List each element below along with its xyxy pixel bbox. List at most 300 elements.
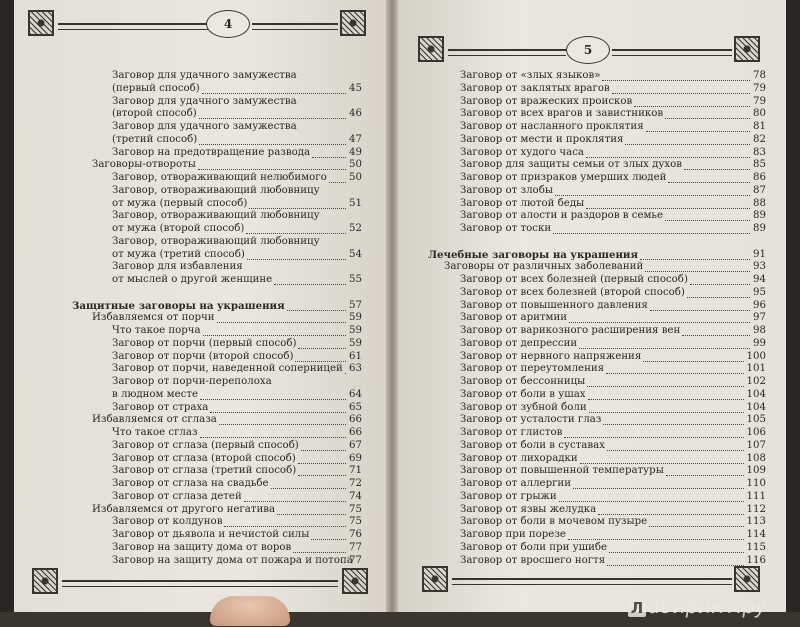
toc-entry — [428, 516, 766, 529]
toc-entry-title: Заговор от язвы желудка — [460, 503, 597, 515]
toc-page-number: 76 — [349, 529, 362, 540]
toc-entry-title: Заговор от порчи-переполоха — [112, 376, 272, 387]
dot-leader — [645, 271, 750, 272]
toc-entry — [72, 465, 362, 478]
dot-leader — [665, 220, 750, 221]
toc-entry — [72, 70, 362, 83]
toc-entry — [72, 440, 362, 453]
toc-entry-title: Заговор от усталости глаз — [460, 414, 602, 426]
toc-page-number: 59 — [349, 337, 362, 349]
dot-leader — [650, 310, 750, 311]
toc-entry-title: Заговор от варикозного расширения вен — [460, 325, 681, 336]
dot-leader — [606, 373, 743, 374]
toc-page-number: 63 — [349, 363, 362, 375]
toc-entry-title: Заговор на защиту дома от воров — [112, 541, 292, 553]
toc-page-number: 59 — [349, 312, 362, 324]
dot-leader — [202, 93, 346, 94]
toc-entry-title: Заговор от заклятых врагов — [460, 82, 610, 94]
toc-page-number: 55 — [349, 274, 362, 285]
toc-page-number: 46 — [349, 108, 362, 120]
ornament-corner-icon — [340, 10, 366, 36]
toc-entry — [72, 363, 362, 376]
dot-leader — [665, 118, 750, 119]
toc-page-number: 66 — [349, 427, 362, 438]
dot-leader — [200, 399, 346, 400]
dot-leader — [298, 475, 346, 476]
toc-page-number: 99 — [753, 337, 766, 349]
toc-entry-title: от мужа (первый способ) — [112, 197, 248, 209]
toc-entry — [72, 198, 362, 211]
toc-page-number: 100 — [746, 350, 766, 362]
toc-entry-title: Заговор от боли в ушах — [460, 388, 586, 400]
toc-entry — [72, 516, 362, 529]
toc-entry — [428, 414, 766, 427]
toc-page-number: 107 — [746, 439, 766, 451]
toc-page-number: 81 — [753, 121, 766, 132]
dot-leader — [553, 233, 750, 234]
toc-entry-title: Заговоры от различных заболеваний — [444, 261, 644, 273]
toc-entry — [428, 147, 766, 160]
labirint-logo-icon: Л — [628, 599, 646, 617]
toc-entry — [72, 427, 362, 440]
dot-leader — [293, 552, 346, 553]
toc-entry-title: Заговор от сглаза (первый способ) — [112, 439, 299, 451]
toc-entry-title: Заговор для удачного замужества — [112, 121, 297, 132]
toc-entry-title: Заговор от дьявола и нечистой силы — [112, 529, 310, 540]
toc-page-number: 94 — [753, 274, 766, 285]
dot-leader — [589, 412, 744, 413]
dot-leader — [224, 526, 346, 527]
toc-entry — [428, 96, 766, 109]
toc-page-number: 80 — [753, 108, 766, 120]
toc-page-number: 61 — [349, 350, 362, 362]
left-header-ornament — [28, 8, 368, 42]
left-footer-ornament — [32, 568, 370, 598]
toc-entry — [428, 300, 766, 313]
toc-entry-title: Заговор от насланного проклятия — [460, 121, 644, 132]
toc-entry — [72, 491, 362, 504]
toc-entry-title: Заговор от нервного напряжения — [460, 350, 642, 362]
dot-leader — [684, 169, 750, 170]
toc-entry — [428, 427, 766, 440]
ornament-corner-icon — [734, 36, 760, 62]
toc-page-number: 51 — [349, 197, 362, 209]
toc-entry — [428, 223, 766, 236]
toc-page-number: 86 — [753, 172, 766, 183]
dot-leader — [564, 437, 743, 438]
toc-page-number: 93 — [753, 261, 766, 273]
dot-leader — [312, 157, 346, 158]
dot-leader — [568, 539, 744, 540]
dot-leader — [249, 208, 346, 209]
dot-leader — [199, 118, 346, 119]
toc-entry-title: Заговоры-отвороты — [92, 159, 196, 171]
toc-entry — [428, 389, 766, 402]
toc-page-number: 78 — [753, 70, 766, 81]
toc-page-number: 113 — [746, 516, 766, 528]
toc-entry — [72, 287, 362, 300]
toc-entry-title: Заговор от всех врагов и завистников — [460, 108, 664, 120]
toc-entry-title: Заговор от всех болезней (второй способ) — [460, 286, 685, 298]
dot-leader — [598, 514, 743, 515]
toc-page-number: 97 — [753, 312, 766, 324]
dot-leader — [612, 93, 750, 94]
toc-entry — [428, 376, 766, 389]
toc-entry — [428, 185, 766, 198]
toc-entry-title: Заговор, отвораживающий любовницу — [112, 235, 320, 247]
toc-entry — [428, 491, 766, 504]
dot-leader — [603, 424, 743, 425]
toc-entry-title: Заговор для удачного замужества — [112, 70, 297, 81]
toc-entry-title: Заговор от повышенной температуры — [460, 465, 664, 477]
toc-page-number: 47 — [349, 133, 362, 145]
toc-page-number: 54 — [349, 248, 362, 260]
toc-page-number: 74 — [349, 490, 362, 502]
toc-entry-title: Заговор от сглаза на свадьбе — [112, 478, 269, 489]
dot-leader — [646, 131, 750, 132]
right-header-ornament — [418, 34, 762, 68]
toc-entry-title: Заговор от призраков умерших людей — [460, 172, 667, 183]
toc-entry — [428, 351, 766, 364]
toc-page-number: 64 — [349, 388, 362, 400]
toc-entry — [72, 108, 362, 121]
toc-entry — [428, 542, 766, 555]
toc-entry-title: Заговор при порезе — [460, 529, 566, 540]
toc-entry-title: Заговор для удачного замужества — [112, 95, 297, 107]
toc-entry-title: Заговор от грыжи — [460, 490, 557, 502]
watermark-text: абиринт.ру — [648, 594, 767, 618]
toc-page-number: 85 — [753, 159, 766, 171]
toc-page-number: 89 — [753, 223, 766, 234]
toc-entry — [72, 236, 362, 249]
dot-leader — [287, 310, 346, 311]
toc-entry — [428, 325, 766, 338]
toc-page-number: 52 — [349, 223, 362, 234]
left-page — [14, 0, 386, 620]
page-number: 4 — [206, 10, 250, 38]
toc-entry-title: Что такое порча — [112, 325, 201, 336]
ornament-corner-icon — [734, 566, 760, 592]
dot-leader — [649, 526, 743, 527]
toc-entry — [428, 159, 766, 172]
dot-leader — [298, 348, 346, 349]
toc-page-number: 106 — [746, 427, 766, 438]
toc-page-number: 79 — [753, 82, 766, 94]
dot-leader — [295, 361, 346, 362]
toc-entry-title: Заговор от переутомления — [460, 363, 605, 375]
toc-entry-title: Заговор от сглаза детей — [112, 490, 242, 502]
toc-entry — [72, 274, 362, 287]
toc-page-number: 72 — [349, 478, 362, 489]
dot-leader — [247, 259, 346, 260]
toc-page-number: 71 — [349, 465, 362, 477]
toc-entry — [72, 134, 362, 147]
toc-entry — [428, 236, 766, 249]
toc-entry-title: Заговор от тоски — [460, 223, 552, 234]
toc-entry-title: Заговор для избавления — [112, 261, 243, 273]
toc-entry — [428, 402, 766, 415]
toc-page-number: 45 — [349, 82, 362, 94]
toc-page-number: 108 — [746, 452, 766, 464]
dot-leader — [580, 463, 744, 464]
dot-leader — [640, 259, 750, 260]
dot-leader — [329, 182, 346, 183]
toc-entry-title: Заговор от лютой беды — [460, 197, 585, 209]
toc-entry — [428, 121, 766, 134]
dot-leader — [586, 157, 750, 158]
toc-page-number: 112 — [746, 503, 766, 515]
toc-entry-title: от мыслей о другой женщине — [112, 274, 273, 285]
toc-entry-title: Заговор от депрессии — [460, 337, 578, 349]
toc-entry — [72, 542, 362, 555]
toc-entry — [72, 159, 362, 172]
dot-leader — [586, 208, 750, 209]
toc-entry-title: Заговор от аллергии — [460, 478, 572, 489]
toc-entry-title: Заговор от бессонницы — [460, 376, 586, 387]
finger — [210, 596, 290, 626]
toc-entry-title: Заговор от страха — [112, 401, 209, 413]
toc-page-number: 115 — [746, 541, 766, 553]
toc-entry — [428, 312, 766, 325]
toc-entry-title: Заговор от аритмии — [460, 312, 568, 324]
toc-entry — [428, 70, 766, 83]
toc-entry — [428, 172, 766, 185]
dot-leader — [199, 144, 346, 145]
toc-entry-title: Заговор от боли в суставах — [460, 439, 605, 451]
toc-page-number: 57 — [349, 299, 362, 311]
toc-entry — [72, 402, 362, 415]
toc-page-number: 102 — [746, 376, 766, 387]
toc-entry — [428, 134, 766, 147]
toc-page-number: 77 — [349, 541, 362, 553]
dot-leader — [573, 488, 744, 489]
toc-entry — [72, 414, 362, 427]
toc-entry-title: Заговор для защиты семьи от злых духов — [460, 159, 683, 171]
dot-leader — [210, 412, 346, 413]
toc-page-number: 95 — [753, 286, 766, 298]
toc-entry-title: Заговор от «злых языков» — [460, 70, 601, 81]
toc-entry-title: Избавляемся от другого негатива — [92, 503, 276, 515]
toc-entry — [428, 274, 766, 287]
toc-page-number: 98 — [753, 325, 766, 336]
toc-page-number: 109 — [746, 465, 766, 477]
dot-leader — [588, 399, 744, 400]
toc-entry-title: от мужа (второй способ) — [112, 223, 245, 234]
dot-leader — [569, 322, 750, 323]
toc-page-number: 96 — [753, 299, 766, 311]
dot-leader — [277, 514, 346, 515]
toc-page-number: 82 — [753, 133, 766, 145]
toc-entry — [72, 338, 362, 351]
dot-leader — [271, 488, 346, 489]
toc-entry-title: от мужа (третий способ) — [112, 248, 245, 260]
dot-leader — [555, 195, 750, 196]
toc-entry-title: Заговор от порчи (первый способ) — [112, 337, 297, 349]
toc-entry — [72, 312, 362, 325]
watermark — [628, 594, 767, 618]
toc-entry — [72, 121, 362, 134]
toc-page-number: 59 — [349, 325, 362, 336]
toc-page-number: 66 — [349, 414, 362, 426]
toc-entry-title: Избавляемся от сглаза — [92, 414, 217, 426]
toc-entry — [428, 83, 766, 96]
toc-page-number: 110 — [746, 478, 766, 489]
toc-entry-title: Заговор от боли в мочевом пузыре — [460, 516, 648, 528]
toc-page-number: 49 — [349, 146, 362, 158]
toc-entry — [72, 529, 362, 542]
dot-leader — [607, 450, 744, 451]
toc-page-number: 50 — [349, 172, 362, 183]
toc-entry — [72, 453, 362, 466]
toc-entry-title: Заговор на предотвращение развода — [112, 146, 311, 158]
toc-entry — [72, 96, 362, 109]
page-number: 5 — [566, 36, 610, 64]
toc-page-number: 87 — [753, 184, 766, 196]
toc-entry-title: Заговор от сглаза (второй способ) — [112, 452, 296, 464]
toc-entry-title: Заговор от зубной боли — [460, 401, 587, 413]
toc-entry — [72, 147, 362, 160]
toc-entry — [428, 529, 766, 542]
toc-entry-title: Заговор от лихорадки — [460, 452, 578, 464]
toc-page-number: 114 — [746, 529, 766, 540]
dot-leader — [246, 233, 346, 234]
toc-page-number: 67 — [349, 439, 362, 451]
toc-entry-title: Заговор от худого часа — [460, 146, 584, 158]
toc-entry — [72, 478, 362, 491]
toc-entry — [428, 338, 766, 351]
toc-page-number: 101 — [746, 363, 766, 375]
toc-page-number: 83 — [753, 146, 766, 158]
dot-leader — [203, 335, 346, 336]
toc-entry-title: (первый способ) — [112, 82, 200, 94]
toc-entry — [72, 210, 362, 223]
toc-page-number: 79 — [753, 95, 766, 107]
toc-page-number: 111 — [746, 490, 766, 502]
toc-entry-title: Заговор от злобы — [460, 184, 553, 196]
toc-entry — [428, 210, 766, 223]
dot-leader — [579, 348, 750, 349]
toc-entry-title: Заговор от глистов — [460, 427, 563, 438]
toc-entry-title: Заговор от алости и раздоров в семье — [460, 210, 663, 222]
toc-entry — [428, 440, 766, 453]
toc-entry-title: Заговор, отвораживающий любовницу — [112, 210, 320, 222]
toc-entry-title: Заговор, отвораживающий любовницу — [112, 184, 320, 196]
toc-entry — [428, 504, 766, 517]
dot-leader — [217, 322, 346, 323]
dot-leader — [200, 437, 347, 438]
toc-page-number: 91 — [753, 248, 766, 260]
toc-entry-title: Заговор на защиту дома от пожара и потопа — [112, 554, 353, 566]
dot-leader — [559, 501, 744, 502]
toc-entry-title: Заговор от сглаза (третий способ) — [112, 465, 297, 477]
toc-page-number: 105 — [746, 414, 766, 426]
toc-entry-title: Заговор от всех болезней (первый способ) — [460, 274, 688, 285]
toc-entry — [72, 389, 362, 402]
toc-entry — [72, 223, 362, 236]
toc-entry — [428, 453, 766, 466]
dot-leader — [643, 361, 743, 362]
toc-page-number: 104 — [746, 401, 766, 413]
dot-leader — [345, 373, 346, 374]
toc-entry — [72, 261, 362, 274]
dot-leader — [198, 169, 346, 170]
toc-entry — [428, 249, 766, 262]
toc-entry-title: Заговор от колдунов — [112, 516, 223, 528]
toc-entry — [72, 185, 362, 198]
dot-leader — [609, 552, 743, 553]
dot-leader — [682, 335, 750, 336]
toc-entry-title: (третий способ) — [112, 133, 198, 145]
toc-entry — [72, 249, 362, 262]
dot-leader — [311, 539, 346, 540]
toc-entry — [72, 83, 362, 96]
dot-leader — [219, 424, 346, 425]
toc-entry — [72, 300, 362, 313]
dot-leader — [298, 463, 346, 464]
toc-entry-title: Заговор от повышенного давления — [460, 299, 648, 311]
toc-entry — [72, 376, 362, 389]
dot-leader — [244, 501, 346, 502]
toc-page-number: 69 — [349, 452, 362, 464]
right-footer-ornament — [422, 566, 762, 596]
toc-entry-title: Заговор от вражеских происков — [460, 95, 633, 107]
book-gutter — [386, 0, 398, 620]
toc-entry-title: Заговор, отвораживающий нелюбимого — [112, 172, 327, 183]
toc-page-number: 104 — [746, 388, 766, 400]
toc-entry-title: Заговор от порчи (второй способ) — [112, 350, 294, 362]
toc-entry — [72, 172, 362, 185]
toc-entry — [428, 287, 766, 300]
dot-leader — [274, 284, 346, 285]
toc-entry-title: (второй способ) — [112, 108, 197, 120]
toc-page-number: 89 — [753, 210, 766, 222]
toc-page-number: 75 — [349, 516, 362, 528]
toc-entry-title: Заговор от порчи, наведенной соперницей — [112, 363, 343, 375]
dot-leader — [668, 182, 750, 183]
toc-entry — [428, 198, 766, 211]
dot-leader — [687, 297, 750, 298]
toc-entry-title: Заговор от мести и проклятия — [460, 133, 624, 145]
right-page — [398, 0, 786, 620]
toc-entry — [428, 363, 766, 376]
toc-entry — [428, 478, 766, 491]
ornament-corner-icon — [28, 10, 54, 36]
toc-page-number: 65 — [349, 401, 362, 413]
ornament-corner-icon — [418, 36, 444, 62]
toc-entry-title: Защитные заговоры на украшения — [72, 299, 285, 312]
toc-entry — [72, 325, 362, 338]
ornament-corner-icon — [422, 566, 448, 592]
toc-entry — [72, 555, 362, 568]
dot-leader — [625, 144, 750, 145]
toc-entry — [72, 351, 362, 364]
ornament-corner-icon — [32, 568, 58, 594]
dot-leader — [602, 80, 750, 81]
toc-page-number: 88 — [753, 197, 766, 209]
ornament-corner-icon — [342, 568, 368, 594]
toc-entry-title: Лечебные заговоры на украшения — [428, 248, 638, 261]
toc-entry — [72, 504, 362, 517]
dot-leader — [666, 475, 744, 476]
toc-page-number: 50 — [349, 159, 362, 171]
toc-entry-title: Заговор от боли при ушибе — [460, 541, 608, 553]
toc-entry-title: Заговор от вросшего ногтя — [460, 554, 606, 566]
toc-entry — [428, 261, 766, 274]
toc-entry-title: Избавляемся от порчи — [92, 312, 215, 324]
dot-leader — [587, 386, 743, 387]
toc-page-number: 75 — [349, 503, 362, 515]
toc-entry-title: в людном месте — [112, 388, 198, 400]
